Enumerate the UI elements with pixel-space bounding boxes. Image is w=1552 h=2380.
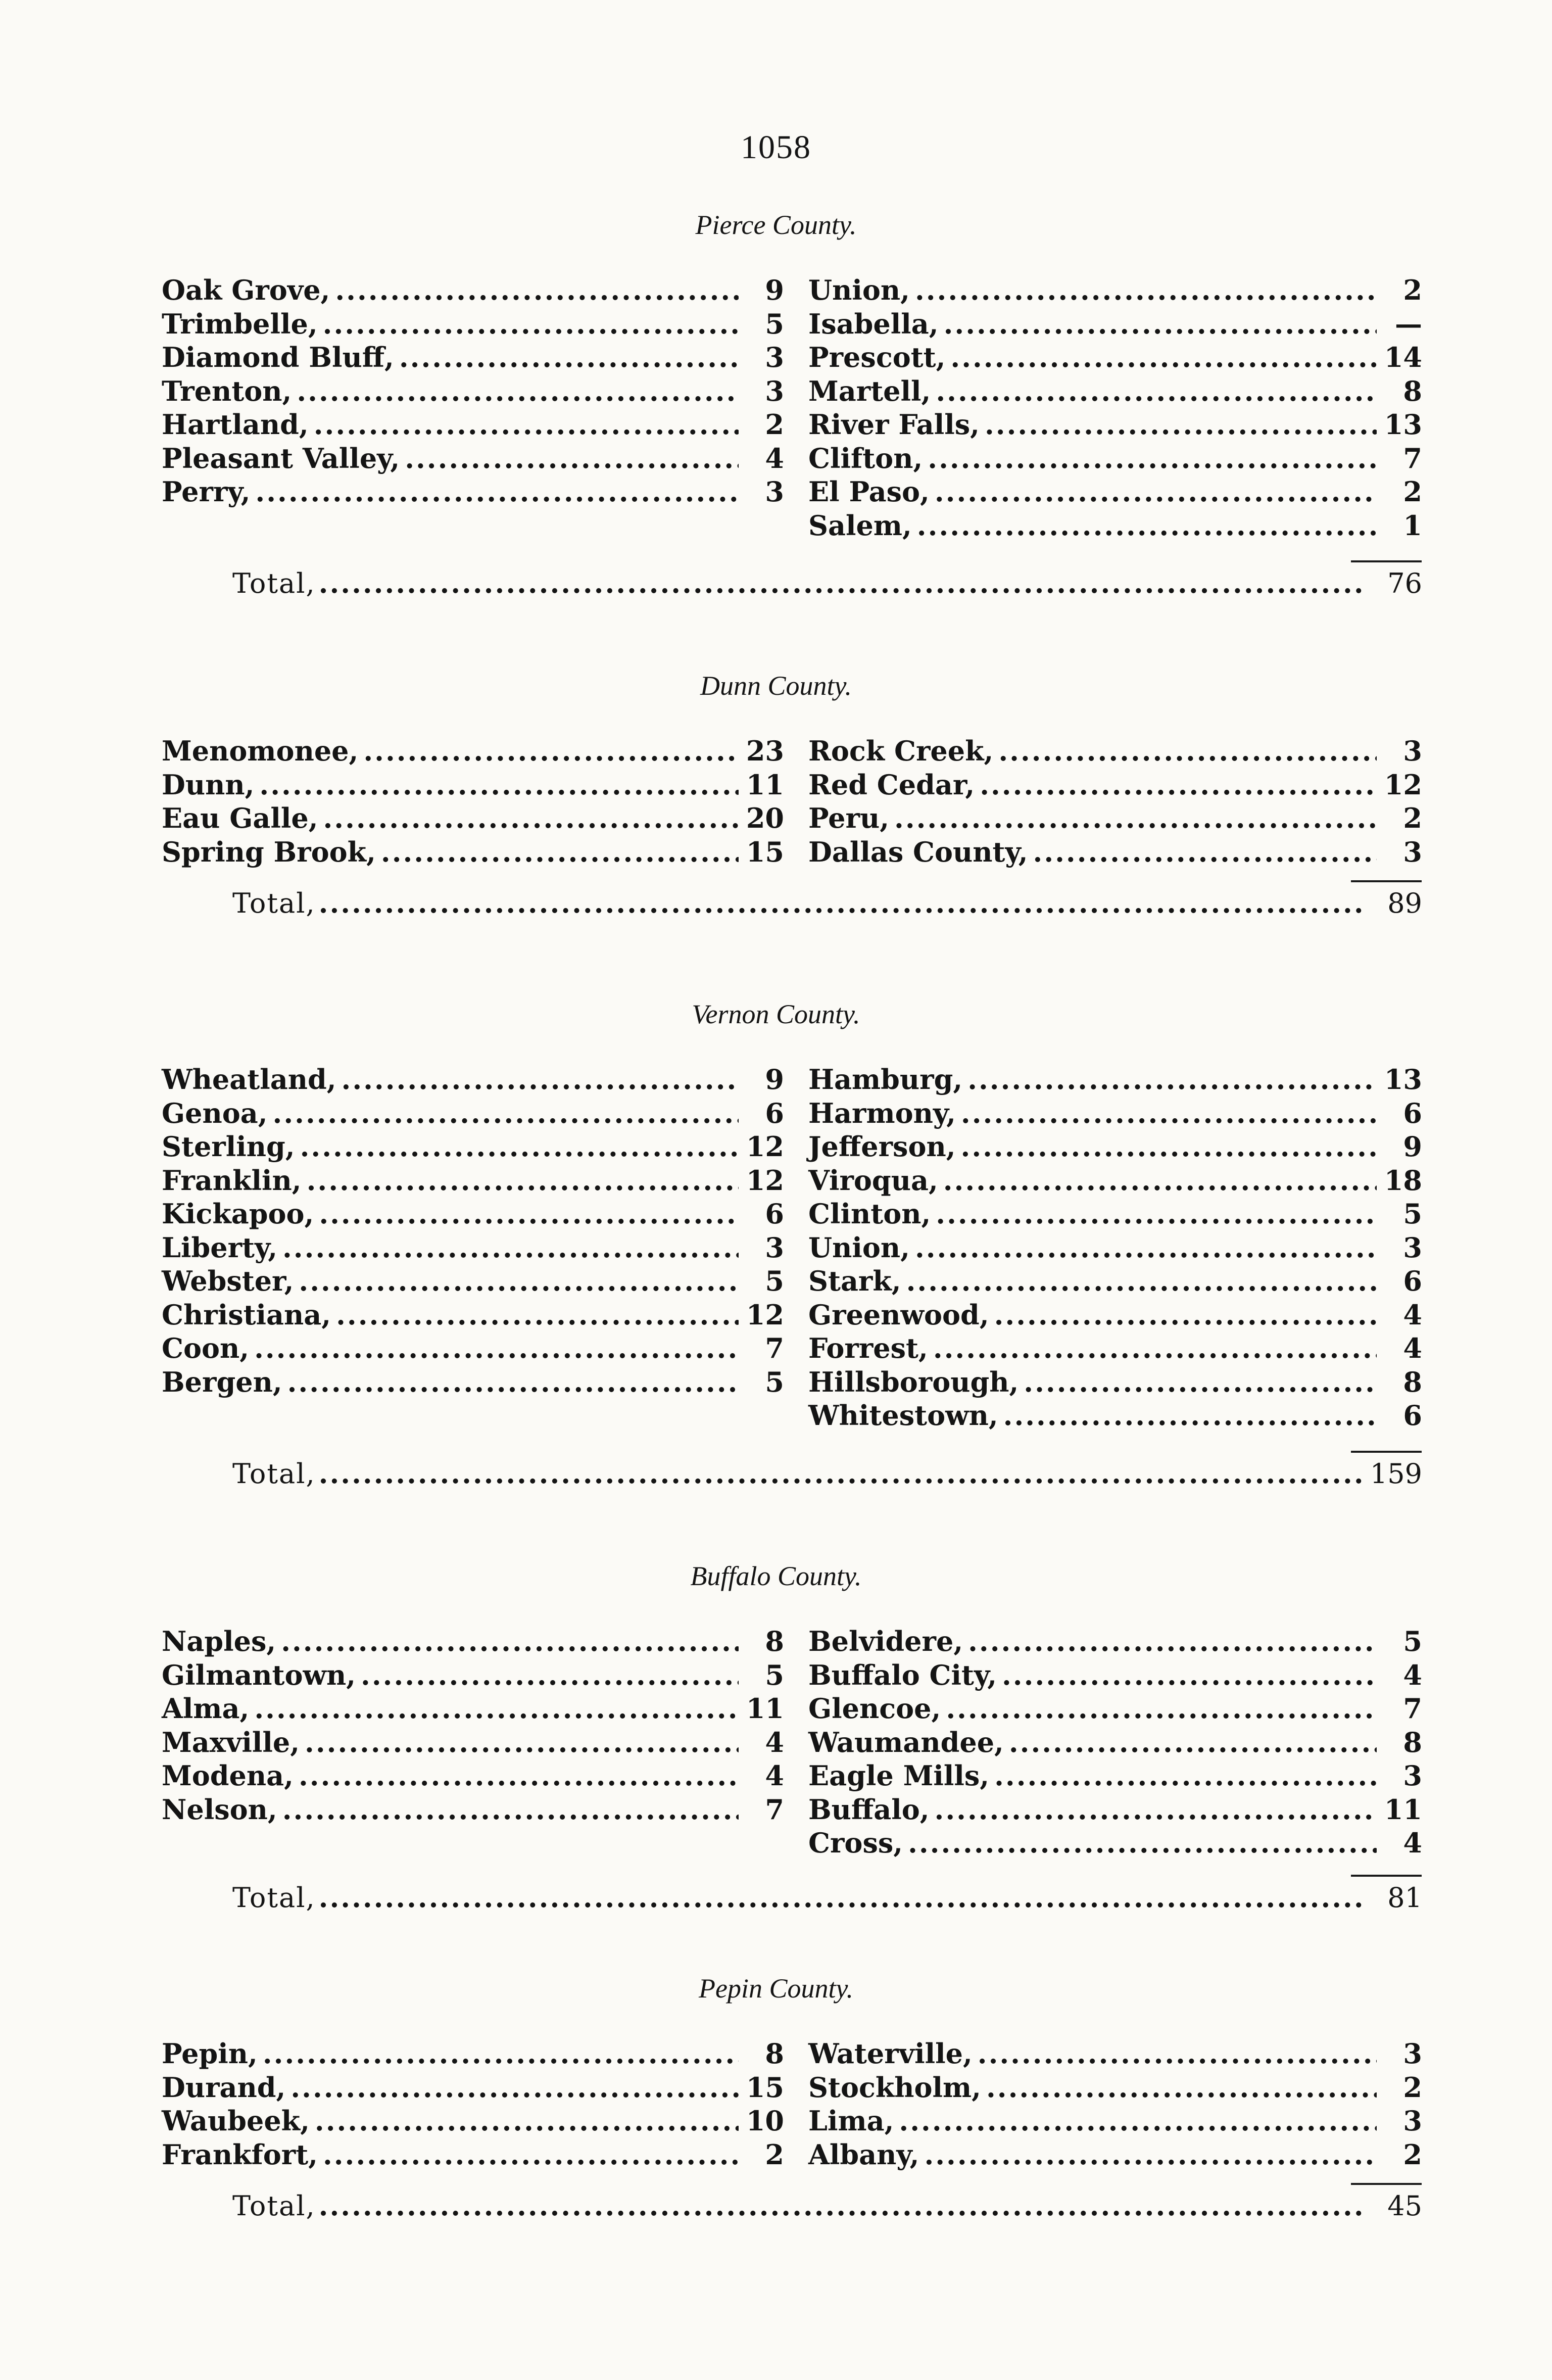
town-count: 12 bbox=[746, 1164, 784, 1197]
town-name: Jefferson, bbox=[808, 1130, 956, 1163]
town-name: Peru, bbox=[808, 802, 890, 834]
list-item bbox=[808, 1063, 1422, 1097]
total-value: 76 bbox=[1387, 567, 1422, 599]
town-name: Buffalo, bbox=[808, 1793, 930, 1826]
town-count: 8 bbox=[1403, 374, 1422, 407]
town-name: Glencoe, bbox=[808, 1692, 941, 1725]
town-count: 13 bbox=[1384, 408, 1422, 441]
town-count: 10 bbox=[746, 2105, 784, 2137]
town-name: Menomonee, bbox=[162, 735, 359, 767]
town-name: Christiana, bbox=[162, 1298, 331, 1331]
list-item bbox=[162, 734, 784, 768]
town-count: 2 bbox=[1403, 475, 1422, 508]
town-name: Trenton, bbox=[162, 374, 292, 407]
town-count: 14 bbox=[1384, 341, 1422, 373]
list-item bbox=[808, 1658, 1422, 1692]
town-count: 5 bbox=[765, 1658, 784, 1691]
town-name: Belvidere, bbox=[808, 1625, 963, 1657]
list-item bbox=[162, 1298, 784, 1332]
town-name: Hamburg, bbox=[808, 1063, 963, 1096]
town-count: 8 bbox=[765, 2037, 784, 2070]
town-name: Forrest, bbox=[808, 1332, 928, 1364]
town-count: 2 bbox=[1403, 2071, 1422, 2104]
town-name: Dallas County, bbox=[808, 835, 1028, 868]
list-item bbox=[162, 1197, 784, 1231]
town-count: 4 bbox=[1403, 1658, 1422, 1691]
town-name: Kickapoo, bbox=[162, 1198, 314, 1230]
list-item bbox=[808, 273, 1422, 307]
town-count: 8 bbox=[1403, 1726, 1422, 1758]
total-row bbox=[232, 2188, 1422, 2223]
town-count: 6 bbox=[765, 1198, 784, 1230]
county-section-buffalo bbox=[0, 1556, 1552, 1914]
total-rule bbox=[1351, 2183, 1422, 2185]
town-name: Trimbelle, bbox=[162, 307, 318, 340]
list-item bbox=[808, 1625, 1422, 1658]
town-count: 5 bbox=[765, 1265, 784, 1297]
town-name: Bergen, bbox=[162, 1365, 282, 1398]
right-column bbox=[808, 1625, 1422, 1860]
town-name: Pepin, bbox=[162, 2037, 258, 2070]
town-name: Maxville, bbox=[162, 1726, 300, 1758]
town-name: Spring Brook, bbox=[162, 835, 376, 868]
town-count: 7 bbox=[765, 1332, 784, 1364]
list-item bbox=[162, 2037, 784, 2071]
town-count: 5 bbox=[1403, 1625, 1422, 1657]
town-name: Salem, bbox=[808, 509, 912, 542]
right-column bbox=[808, 1063, 1422, 1433]
town-count: 3 bbox=[1403, 2037, 1422, 2070]
town-name: Waterville, bbox=[808, 2037, 973, 2070]
town-count: 9 bbox=[1403, 1130, 1422, 1163]
town-count: 9 bbox=[765, 1063, 784, 1096]
town-name: Wheatland, bbox=[162, 1063, 336, 1096]
list-item bbox=[808, 341, 1422, 374]
list-item bbox=[808, 408, 1422, 442]
total-rule bbox=[1351, 560, 1422, 562]
town-count: 8 bbox=[765, 1625, 784, 1657]
list-item bbox=[808, 1399, 1422, 1433]
list-item bbox=[162, 1759, 784, 1793]
list-item bbox=[162, 1264, 784, 1298]
total-label: Total, bbox=[232, 2190, 316, 2222]
list-item bbox=[808, 2104, 1422, 2138]
town-count: 3 bbox=[765, 374, 784, 407]
town-name: Union, bbox=[808, 1231, 910, 1264]
list-item bbox=[808, 801, 1422, 835]
town-name: Prescott, bbox=[808, 341, 946, 373]
town-name: Harmony, bbox=[808, 1097, 956, 1129]
list-item bbox=[808, 2138, 1422, 2172]
total-label: Total, bbox=[232, 567, 316, 599]
list-item bbox=[808, 1097, 1422, 1130]
town-count: 3 bbox=[765, 341, 784, 373]
town-count: 3 bbox=[1403, 835, 1422, 868]
town-count: 4 bbox=[1403, 1827, 1422, 1859]
left-column bbox=[162, 1625, 784, 1826]
town-name: Hartland, bbox=[162, 408, 309, 441]
list-item bbox=[162, 1365, 784, 1399]
right-column bbox=[808, 273, 1422, 542]
town-count: 3 bbox=[765, 475, 784, 508]
town-name: Stark, bbox=[808, 1265, 901, 1297]
town-name: River Falls, bbox=[808, 408, 980, 441]
town-name: Clinton, bbox=[808, 1198, 931, 1230]
total-value: 89 bbox=[1387, 887, 1422, 919]
total-value: 81 bbox=[1387, 1882, 1422, 1914]
town-count: 4 bbox=[765, 1759, 784, 1792]
list-item bbox=[808, 2071, 1422, 2105]
town-name: Waubeek, bbox=[162, 2105, 310, 2137]
total-label: Total, bbox=[232, 887, 316, 919]
town-name: Isabella, bbox=[808, 307, 939, 340]
town-count: 2 bbox=[1403, 2138, 1422, 2171]
town-name: Alma, bbox=[162, 1692, 250, 1725]
town-count: 1 bbox=[1403, 509, 1422, 542]
county-section-dunn bbox=[0, 665, 1552, 919]
right-column bbox=[808, 734, 1422, 869]
total-rule bbox=[1351, 1875, 1422, 1877]
list-item bbox=[162, 1331, 784, 1365]
town-name: Waumandee, bbox=[808, 1726, 1004, 1758]
town-name: Webster, bbox=[162, 1265, 294, 1297]
total-row bbox=[232, 1880, 1422, 1915]
town-count: 3 bbox=[1403, 1231, 1422, 1264]
list-item bbox=[162, 1692, 784, 1726]
list-item bbox=[808, 1759, 1422, 1793]
town-count: 15 bbox=[746, 835, 784, 868]
town-name: Eagle Mills, bbox=[808, 1759, 990, 1792]
town-count: 7 bbox=[1403, 442, 1422, 474]
town-count: 4 bbox=[765, 1726, 784, 1758]
list-item bbox=[808, 1331, 1422, 1365]
town-name: Genoa, bbox=[162, 1097, 268, 1129]
list-item bbox=[162, 1625, 784, 1658]
town-count: 3 bbox=[1403, 735, 1422, 767]
list-item bbox=[162, 1130, 784, 1164]
town-name: Oak Grove, bbox=[162, 274, 330, 306]
town-name: Pleasant Valley, bbox=[162, 442, 400, 474]
town-name: Durand, bbox=[162, 2071, 286, 2104]
county-title: Vernon County. bbox=[692, 999, 860, 1029]
list-item bbox=[808, 1130, 1422, 1164]
total-rule bbox=[1351, 880, 1422, 882]
town-count: 2 bbox=[765, 408, 784, 441]
town-name: Greenwood, bbox=[808, 1298, 989, 1331]
list-item bbox=[162, 835, 784, 869]
town-count: 18 bbox=[1384, 1164, 1422, 1197]
town-name: Red Cedar, bbox=[808, 768, 975, 801]
town-count: 5 bbox=[765, 307, 784, 340]
town-name: Nelson, bbox=[162, 1793, 277, 1826]
left-column bbox=[162, 273, 784, 509]
total-row bbox=[232, 1456, 1422, 1491]
list-item bbox=[808, 2037, 1422, 2071]
town-name: Union, bbox=[808, 274, 910, 306]
town-count: 12 bbox=[746, 1298, 784, 1331]
town-count: 11 bbox=[1384, 1793, 1422, 1826]
town-name: Eau Galle, bbox=[162, 802, 318, 834]
list-item bbox=[808, 374, 1422, 408]
town-count: 4 bbox=[765, 442, 784, 474]
total-value: 45 bbox=[1387, 2190, 1422, 2222]
list-item bbox=[162, 2071, 784, 2105]
list-item bbox=[808, 1164, 1422, 1198]
town-count: 23 bbox=[746, 735, 784, 767]
list-item bbox=[808, 1692, 1422, 1726]
total-label: Total, bbox=[232, 1882, 316, 1914]
town-name: Stockholm, bbox=[808, 2071, 981, 2104]
list-item bbox=[162, 374, 784, 408]
county-title: Buffalo County. bbox=[690, 1561, 862, 1591]
town-count: 6 bbox=[1403, 1097, 1422, 1129]
list-item bbox=[808, 1365, 1422, 1399]
left-column bbox=[162, 1063, 784, 1399]
right-column bbox=[808, 2037, 1422, 2171]
town-count: 5 bbox=[765, 1365, 784, 1398]
town-name: Whitestown, bbox=[808, 1399, 998, 1432]
county-section-pierce bbox=[0, 205, 1552, 599]
list-item bbox=[162, 1097, 784, 1130]
town-name: Frankfort, bbox=[162, 2138, 318, 2171]
town-count: 3 bbox=[1403, 2105, 1422, 2137]
town-count: 7 bbox=[1403, 1692, 1422, 1725]
town-count: 11 bbox=[746, 1692, 784, 1725]
town-count: 2 bbox=[765, 2138, 784, 2171]
list-item bbox=[162, 1658, 784, 1692]
town-name: Modena, bbox=[162, 1759, 294, 1792]
county-title: Pepin County. bbox=[699, 1973, 853, 2004]
town-count: 4 bbox=[1403, 1298, 1422, 1331]
town-count: 20 bbox=[746, 802, 784, 834]
page-number: 1058 bbox=[741, 129, 811, 166]
town-count: 8 bbox=[1403, 1365, 1422, 1398]
list-item bbox=[808, 1298, 1422, 1332]
county-title: Pierce County. bbox=[695, 210, 857, 240]
town-count: 12 bbox=[1384, 768, 1422, 801]
town-count: 3 bbox=[1403, 1759, 1422, 1792]
county-title: Dunn County. bbox=[700, 671, 852, 701]
list-item bbox=[162, 2138, 784, 2172]
list-item bbox=[162, 475, 784, 509]
town-name: Sterling, bbox=[162, 1130, 295, 1163]
list-item bbox=[808, 1826, 1422, 1860]
town-name: Gilmantown, bbox=[162, 1658, 356, 1691]
town-count: 3 bbox=[765, 1231, 784, 1264]
list-item bbox=[162, 341, 784, 374]
town-name: Hillsborough, bbox=[808, 1365, 1019, 1398]
town-count: 9 bbox=[765, 274, 784, 306]
town-count: 5 bbox=[1403, 1198, 1422, 1230]
list-item bbox=[162, 307, 784, 341]
town-name: Dunn, bbox=[162, 768, 255, 801]
total-label: Total, bbox=[232, 1458, 316, 1490]
town-name: Albany, bbox=[808, 2138, 919, 2171]
town-name: Cross, bbox=[808, 1827, 903, 1859]
town-name: Rock Creek, bbox=[808, 735, 994, 767]
list-item bbox=[808, 307, 1422, 341]
town-count: 15 bbox=[746, 2071, 784, 2104]
left-column bbox=[162, 2037, 784, 2171]
town-name: Lima, bbox=[808, 2105, 894, 2137]
town-count: 12 bbox=[746, 1130, 784, 1163]
town-count: 13 bbox=[1384, 1063, 1422, 1096]
list-item bbox=[808, 1231, 1422, 1265]
list-item bbox=[162, 1793, 784, 1827]
list-item bbox=[808, 1793, 1422, 1827]
county-section-pepin bbox=[0, 1968, 1552, 2222]
total-rule bbox=[1351, 1451, 1422, 1453]
town-name: El Paso, bbox=[808, 475, 930, 508]
list-item bbox=[808, 442, 1422, 475]
list-item bbox=[162, 801, 784, 835]
town-name: Diamond Bluff, bbox=[162, 341, 394, 373]
list-item bbox=[162, 1164, 784, 1198]
town-count: 6 bbox=[1403, 1265, 1422, 1297]
list-item bbox=[162, 442, 784, 475]
list-item bbox=[808, 475, 1422, 509]
list-item bbox=[162, 768, 784, 802]
county-section-vernon bbox=[0, 994, 1552, 1490]
town-count: 2 bbox=[1403, 274, 1422, 306]
list-item bbox=[808, 509, 1422, 543]
list-item bbox=[162, 408, 784, 442]
town-name: Coon, bbox=[162, 1332, 250, 1364]
list-item bbox=[808, 734, 1422, 768]
town-count: 2 bbox=[1403, 802, 1422, 834]
town-count: 6 bbox=[765, 1097, 784, 1129]
list-item bbox=[162, 273, 784, 307]
list-item bbox=[808, 768, 1422, 802]
list-item bbox=[808, 1197, 1422, 1231]
list-item bbox=[808, 835, 1422, 869]
list-item bbox=[162, 1063, 784, 1097]
left-column bbox=[162, 734, 784, 869]
list-item bbox=[808, 1726, 1422, 1759]
town-name: Franklin, bbox=[162, 1164, 302, 1197]
town-name: Liberty, bbox=[162, 1231, 277, 1264]
town-name: Viroqua, bbox=[808, 1164, 938, 1197]
town-count: — bbox=[1395, 307, 1422, 340]
list-item bbox=[162, 1231, 784, 1265]
town-count: 6 bbox=[1403, 1399, 1422, 1432]
town-name: Naples, bbox=[162, 1625, 276, 1657]
town-name: Clifton, bbox=[808, 442, 923, 474]
town-count: 7 bbox=[765, 1793, 784, 1826]
town-count: 11 bbox=[746, 768, 784, 801]
list-item bbox=[162, 1726, 784, 1759]
total-value: 159 bbox=[1370, 1458, 1422, 1490]
town-name: Perry, bbox=[162, 475, 251, 508]
list-item bbox=[808, 1264, 1422, 1298]
total-row bbox=[232, 565, 1422, 601]
town-count: 4 bbox=[1403, 1332, 1422, 1364]
list-item bbox=[162, 2104, 784, 2138]
town-name: Martell, bbox=[808, 374, 931, 407]
town-name: Buffalo City, bbox=[808, 1658, 997, 1691]
total-row bbox=[232, 885, 1422, 921]
